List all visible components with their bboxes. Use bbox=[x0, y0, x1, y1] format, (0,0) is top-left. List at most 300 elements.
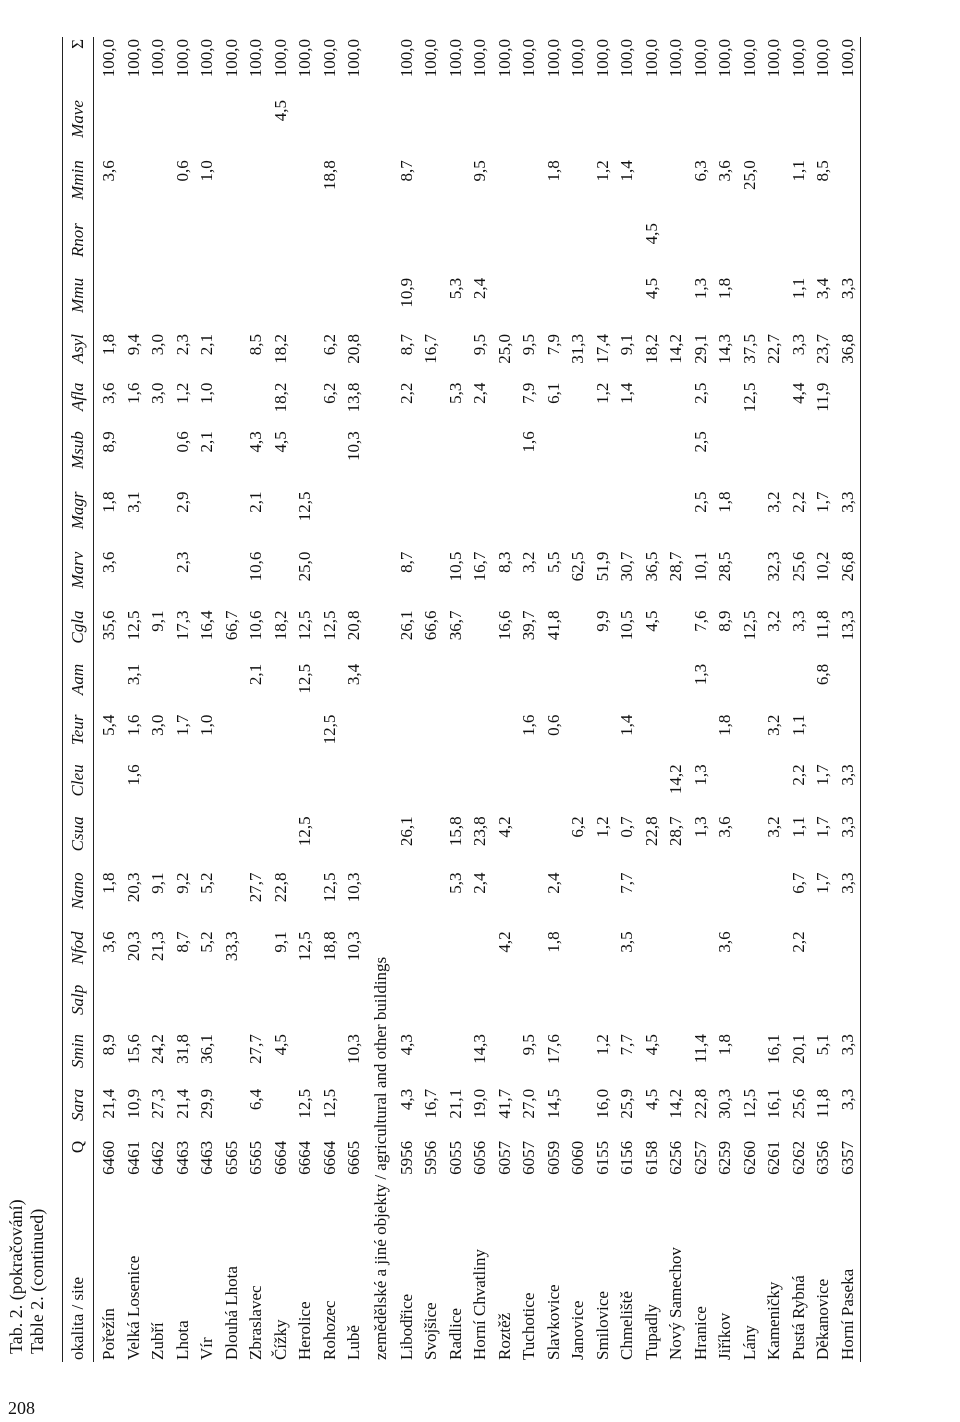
table-row bbox=[493, 37, 518, 1362]
value-cell: 14,3 bbox=[715, 334, 735, 364]
value-cell bbox=[762, 983, 787, 1032]
value-cell: 6057 bbox=[519, 1140, 539, 1175]
column-header: Afla bbox=[68, 382, 87, 411]
site-name-cell: Vír bbox=[197, 1337, 217, 1360]
value-cell bbox=[517, 158, 542, 221]
value-cell bbox=[713, 662, 738, 713]
column-header: Nfod bbox=[68, 931, 87, 965]
value-cell bbox=[318, 762, 343, 814]
value-cell bbox=[269, 713, 294, 763]
value-cell bbox=[640, 429, 665, 489]
value-cell bbox=[220, 276, 245, 332]
value-cell: 14,5 bbox=[543, 1088, 563, 1119]
value-cell: 41,7 bbox=[494, 1088, 514, 1119]
value-cell bbox=[811, 429, 836, 489]
value-cell: 3,2 bbox=[764, 816, 784, 838]
value-cell: 31,8 bbox=[172, 1034, 192, 1064]
value-cell: 16,7 bbox=[421, 334, 441, 364]
table-row bbox=[542, 37, 567, 1362]
value-cell bbox=[517, 276, 542, 332]
value-cell bbox=[419, 662, 444, 713]
value-cell bbox=[762, 158, 787, 221]
value-cell bbox=[342, 814, 367, 870]
value-cell: 100,0 bbox=[148, 39, 168, 78]
table-row bbox=[342, 37, 367, 1362]
value-cell: 100,0 bbox=[617, 39, 637, 78]
value-cell: 25,9 bbox=[617, 1088, 637, 1119]
value-cell: 18,2 bbox=[270, 334, 290, 364]
value-cell bbox=[94, 221, 122, 276]
value-cell bbox=[591, 98, 616, 158]
value-cell bbox=[146, 221, 171, 276]
value-cell bbox=[640, 713, 665, 763]
value-cell bbox=[244, 983, 269, 1032]
value-cell: 100,0 bbox=[764, 39, 784, 78]
value-cell: 3,3 bbox=[837, 1034, 857, 1056]
value-cell: 20,8 bbox=[344, 334, 364, 364]
value-cell bbox=[713, 983, 738, 1032]
value-cell bbox=[836, 929, 861, 982]
value-cell bbox=[395, 983, 420, 1032]
value-cell: 4,2 bbox=[494, 816, 514, 838]
value-cell bbox=[591, 662, 616, 713]
column-header: Cleu bbox=[68, 764, 87, 797]
value-cell: 22,8 bbox=[270, 872, 290, 903]
value-cell bbox=[94, 276, 122, 332]
value-cell bbox=[517, 814, 542, 870]
value-cell bbox=[220, 1087, 245, 1139]
value-cell: 51,9 bbox=[592, 551, 612, 582]
value-cell: 6,7 bbox=[788, 872, 808, 894]
site-name-cell: Čížky bbox=[270, 1319, 290, 1360]
value-cell bbox=[615, 98, 640, 158]
value-cell bbox=[395, 662, 420, 713]
value-cell: 6565 bbox=[246, 1140, 266, 1175]
value-cell: 29,9 bbox=[197, 1088, 217, 1119]
value-cell bbox=[94, 814, 122, 870]
value-cell bbox=[419, 814, 444, 870]
value-cell: 4,3 bbox=[396, 1088, 416, 1111]
table-row bbox=[640, 37, 665, 1362]
value-cell bbox=[244, 929, 269, 982]
value-cell bbox=[195, 98, 220, 158]
site-name-cell: Pustá Rybná bbox=[788, 1275, 808, 1360]
value-cell bbox=[444, 983, 469, 1032]
value-cell bbox=[220, 381, 245, 430]
value-cell bbox=[342, 489, 367, 549]
value-cell: 100,0 bbox=[344, 39, 364, 78]
value-cell bbox=[468, 98, 493, 158]
value-cell: 9,5 bbox=[519, 1034, 539, 1056]
value-cell: 4,3 bbox=[246, 431, 266, 453]
value-cell: 16,0 bbox=[592, 1088, 612, 1119]
value-cell bbox=[171, 814, 196, 870]
value-cell bbox=[591, 713, 616, 763]
value-cell bbox=[468, 713, 493, 763]
value-cell bbox=[318, 221, 343, 276]
value-cell bbox=[591, 489, 616, 549]
value-cell bbox=[640, 158, 665, 221]
value-cell: 9,2 bbox=[172, 872, 192, 894]
value-cell: 4,5 bbox=[270, 1034, 290, 1056]
value-cell: 1,8 bbox=[715, 1034, 735, 1056]
column-header: Mmu bbox=[68, 277, 87, 313]
value-cell bbox=[664, 871, 689, 930]
value-cell bbox=[517, 489, 542, 549]
section-label: zemědělské a jiné objekty / agricultural and other buildings bbox=[370, 956, 390, 1360]
value-cell bbox=[738, 814, 763, 870]
value-cell: 100,0 bbox=[197, 39, 217, 78]
value-cell bbox=[615, 276, 640, 332]
value-cell bbox=[444, 158, 469, 221]
value-cell: 9,5 bbox=[470, 334, 490, 356]
value-cell: 9,1 bbox=[148, 610, 168, 632]
value-cell: 8,5 bbox=[246, 334, 266, 356]
value-cell bbox=[444, 713, 469, 763]
value-cell: 36,5 bbox=[641, 551, 661, 582]
value-cell bbox=[664, 381, 689, 430]
value-cell bbox=[762, 98, 787, 158]
value-cell bbox=[664, 221, 689, 276]
value-cell: 26,1 bbox=[396, 610, 416, 641]
table-row bbox=[269, 37, 294, 1362]
value-cell bbox=[689, 98, 714, 158]
value-cell bbox=[738, 662, 763, 713]
value-cell: 12,5 bbox=[123, 610, 143, 641]
value-cell: 26,8 bbox=[837, 551, 857, 582]
value-cell: 1,1 bbox=[788, 160, 808, 182]
value-cell: 0,7 bbox=[617, 816, 637, 838]
value-cell: 100,0 bbox=[494, 39, 514, 78]
value-cell: 3,2 bbox=[764, 610, 784, 632]
value-cell bbox=[419, 158, 444, 221]
value-cell bbox=[122, 550, 147, 609]
value-cell: 12,5 bbox=[295, 931, 315, 962]
value-cell: 18,2 bbox=[270, 382, 290, 413]
value-cell bbox=[419, 221, 444, 276]
value-cell bbox=[293, 381, 318, 430]
value-cell: 0,6 bbox=[172, 431, 192, 453]
value-cell: 27,7 bbox=[246, 872, 266, 903]
value-cell bbox=[542, 814, 567, 870]
value-cell: 15,6 bbox=[123, 1034, 143, 1064]
value-cell bbox=[713, 762, 738, 814]
site-name-cell: Radlice bbox=[445, 1308, 465, 1360]
value-cell: 2,2 bbox=[788, 764, 808, 786]
value-cell bbox=[444, 332, 469, 381]
page-number: 208 bbox=[8, 1398, 35, 1418]
value-cell: 3,3 bbox=[837, 277, 857, 300]
value-cell: 4,5 bbox=[270, 431, 290, 453]
table-row bbox=[787, 37, 812, 1362]
value-cell: 100,0 bbox=[270, 39, 290, 78]
value-cell bbox=[664, 489, 689, 549]
table-row bbox=[444, 37, 469, 1362]
value-cell: 1,2 bbox=[592, 382, 612, 404]
value-cell: 8,7 bbox=[396, 160, 416, 182]
value-cell bbox=[566, 98, 591, 158]
value-cell bbox=[787, 98, 812, 158]
value-cell bbox=[811, 983, 836, 1032]
value-cell: 100,0 bbox=[568, 39, 588, 78]
value-cell bbox=[615, 662, 640, 713]
value-cell bbox=[542, 98, 567, 158]
value-cell bbox=[566, 429, 591, 489]
value-cell bbox=[94, 662, 122, 713]
value-cell: 25,6 bbox=[788, 551, 808, 582]
value-cell bbox=[689, 983, 714, 1032]
value-cell bbox=[269, 662, 294, 713]
value-cell bbox=[640, 381, 665, 430]
table-row bbox=[122, 37, 147, 1362]
value-cell: 2,1 bbox=[197, 431, 217, 453]
table-row bbox=[171, 37, 196, 1362]
value-cell: 6460 bbox=[99, 1140, 119, 1175]
value-cell bbox=[664, 929, 689, 982]
column-header: Csua bbox=[68, 816, 87, 852]
value-cell bbox=[419, 871, 444, 930]
value-cell bbox=[94, 98, 122, 158]
site-name-cell: Zbraslavec bbox=[246, 1285, 266, 1360]
value-cell: 8,5 bbox=[813, 160, 833, 182]
value-cell bbox=[419, 429, 444, 489]
value-cell: 3,1 bbox=[123, 663, 143, 686]
value-cell bbox=[395, 762, 420, 814]
value-cell: 7,7 bbox=[617, 1034, 637, 1056]
table-row bbox=[395, 37, 420, 1362]
value-cell bbox=[836, 381, 861, 430]
value-cell bbox=[395, 871, 420, 930]
value-cell bbox=[615, 221, 640, 276]
value-cell bbox=[444, 762, 469, 814]
value-cell: 3,6 bbox=[715, 931, 735, 953]
value-cell bbox=[195, 221, 220, 276]
value-cell: 13,8 bbox=[344, 382, 364, 413]
value-cell bbox=[269, 276, 294, 332]
value-cell bbox=[146, 550, 171, 609]
value-cell: 10,5 bbox=[617, 610, 637, 641]
value-cell: 100,0 bbox=[295, 39, 315, 78]
value-cell: 4,5 bbox=[641, 1088, 661, 1111]
value-cell bbox=[244, 158, 269, 221]
value-cell bbox=[615, 762, 640, 814]
value-cell: 2,9 bbox=[172, 491, 192, 513]
site-name-cell: Rohozec bbox=[319, 1300, 339, 1360]
value-cell: 11,8 bbox=[813, 1088, 833, 1118]
value-cell: 3,6 bbox=[715, 160, 735, 182]
value-cell: 4,5 bbox=[641, 223, 661, 245]
column-header: Aam bbox=[68, 663, 87, 696]
value-cell bbox=[836, 221, 861, 276]
value-cell bbox=[269, 489, 294, 549]
value-cell: 2,2 bbox=[396, 382, 416, 404]
value-cell bbox=[220, 158, 245, 221]
value-cell: 6664 bbox=[270, 1140, 290, 1175]
value-cell: 6059 bbox=[543, 1140, 563, 1175]
value-cell: 6,1 bbox=[543, 382, 563, 404]
value-cell bbox=[468, 662, 493, 713]
value-cell bbox=[640, 98, 665, 158]
value-cell bbox=[591, 429, 616, 489]
value-cell bbox=[171, 98, 196, 158]
value-cell bbox=[146, 814, 171, 870]
value-cell bbox=[342, 98, 367, 158]
value-cell bbox=[517, 983, 542, 1032]
value-cell bbox=[419, 489, 444, 549]
column-header: Mave bbox=[68, 100, 87, 138]
value-cell: 4,5 bbox=[641, 610, 661, 632]
value-cell: 14,2 bbox=[666, 1088, 686, 1119]
value-cell bbox=[762, 429, 787, 489]
value-cell: 20,3 bbox=[123, 872, 143, 903]
value-cell bbox=[566, 1032, 591, 1087]
table-row bbox=[419, 37, 444, 1362]
value-cell bbox=[542, 762, 567, 814]
value-cell bbox=[493, 713, 518, 763]
value-cell: 30,3 bbox=[715, 1088, 735, 1119]
value-cell bbox=[444, 221, 469, 276]
value-cell: 3,2 bbox=[764, 714, 784, 736]
value-cell bbox=[689, 929, 714, 982]
value-cell bbox=[318, 662, 343, 713]
value-cell: 8,7 bbox=[396, 551, 416, 573]
value-cell: 28,7 bbox=[666, 816, 686, 847]
site-name-cell: Smilovice bbox=[592, 1291, 612, 1360]
value-cell: 23,7 bbox=[813, 334, 833, 364]
column-header: okalita / site bbox=[68, 1276, 87, 1360]
value-cell: 5,1 bbox=[813, 1034, 833, 1056]
value-cell bbox=[419, 713, 444, 763]
value-cell bbox=[517, 762, 542, 814]
value-cell bbox=[146, 158, 171, 221]
table-row bbox=[664, 37, 689, 1362]
value-cell: 6664 bbox=[295, 1140, 315, 1175]
value-cell bbox=[664, 276, 689, 332]
value-cell bbox=[220, 332, 245, 381]
value-cell bbox=[122, 221, 147, 276]
table-row bbox=[713, 37, 738, 1362]
value-cell: 2,5 bbox=[690, 382, 710, 404]
value-cell bbox=[468, 929, 493, 982]
value-cell: 25,0 bbox=[295, 551, 315, 582]
value-cell: 5,2 bbox=[197, 931, 217, 953]
value-cell: 6664 bbox=[319, 1140, 339, 1175]
value-cell bbox=[220, 871, 245, 930]
value-cell: 6156 bbox=[617, 1140, 637, 1175]
site-name-cell: Svojšice bbox=[421, 1302, 441, 1360]
value-cell: 32,3 bbox=[764, 551, 784, 582]
site-name-cell: Roztěž bbox=[494, 1312, 514, 1360]
value-cell: 10,6 bbox=[246, 610, 266, 641]
value-cell bbox=[220, 1032, 245, 1087]
value-cell bbox=[738, 221, 763, 276]
value-cell: 1,8 bbox=[715, 277, 735, 300]
value-cell bbox=[517, 662, 542, 713]
value-cell: 28,7 bbox=[666, 551, 686, 582]
value-cell bbox=[615, 489, 640, 549]
value-cell: 21,3 bbox=[148, 931, 168, 962]
value-cell: 6259 bbox=[715, 1140, 735, 1175]
value-cell: 1,1 bbox=[788, 714, 808, 736]
value-cell: 17,3 bbox=[172, 610, 192, 641]
value-cell bbox=[171, 762, 196, 814]
value-cell bbox=[542, 429, 567, 489]
site-name-cell: Horní Chvatliny bbox=[470, 1249, 490, 1360]
value-cell: 6055 bbox=[445, 1140, 465, 1175]
value-cell: 3,3 bbox=[837, 491, 857, 513]
site-name-cell: Janovice bbox=[568, 1300, 588, 1360]
value-cell: 100,0 bbox=[592, 39, 612, 78]
value-cell: 10,3 bbox=[344, 1034, 364, 1064]
value-cell bbox=[468, 609, 493, 662]
site-name-cell: Libodřice bbox=[396, 1293, 416, 1360]
value-cell: 1,0 bbox=[197, 160, 217, 182]
value-cell bbox=[269, 158, 294, 221]
value-cell: 3,6 bbox=[715, 816, 735, 838]
table-row bbox=[738, 37, 763, 1362]
value-cell: 26,1 bbox=[396, 816, 416, 847]
value-cell bbox=[566, 221, 591, 276]
value-cell bbox=[342, 276, 367, 332]
value-cell bbox=[787, 221, 812, 276]
site-name-cell: Pořežín bbox=[99, 1308, 119, 1360]
value-cell: 6260 bbox=[739, 1140, 759, 1175]
value-cell: 33,3 bbox=[221, 931, 241, 962]
value-cell bbox=[493, 1032, 518, 1087]
value-cell bbox=[566, 662, 591, 713]
value-cell: 1,6 bbox=[519, 714, 539, 736]
value-cell bbox=[195, 762, 220, 814]
value-cell bbox=[342, 158, 367, 221]
value-cell: 100,0 bbox=[172, 39, 192, 78]
value-cell bbox=[493, 489, 518, 549]
table-row bbox=[836, 37, 861, 1362]
value-cell bbox=[444, 1032, 469, 1087]
value-cell: 8,9 bbox=[99, 431, 119, 453]
value-cell bbox=[395, 489, 420, 549]
value-cell bbox=[738, 929, 763, 982]
value-cell: 20,3 bbox=[123, 931, 143, 962]
value-cell: 6,3 bbox=[690, 160, 710, 182]
value-cell: 12,5 bbox=[739, 382, 759, 413]
value-cell: 25,0 bbox=[739, 160, 759, 190]
value-cell: 1,6 bbox=[123, 714, 143, 736]
site-name-cell: Hranice bbox=[690, 1306, 710, 1360]
value-cell: 3,6 bbox=[99, 382, 119, 404]
value-cell: 100,0 bbox=[470, 39, 490, 78]
column-header: Rnor bbox=[68, 223, 87, 258]
value-cell: 15,8 bbox=[445, 816, 465, 847]
value-cell: 20,8 bbox=[344, 610, 364, 641]
value-cell bbox=[787, 983, 812, 1032]
value-cell bbox=[318, 276, 343, 332]
value-cell: 100,0 bbox=[445, 39, 465, 78]
value-cell: 6,4 bbox=[246, 1088, 266, 1111]
value-cell: 1,1 bbox=[788, 277, 808, 300]
value-cell: 100,0 bbox=[99, 39, 119, 78]
value-cell bbox=[689, 221, 714, 276]
value-cell bbox=[293, 1032, 318, 1087]
value-cell bbox=[664, 1032, 689, 1087]
value-cell bbox=[762, 762, 787, 814]
value-cell bbox=[738, 713, 763, 763]
value-cell: 5,3 bbox=[445, 277, 465, 300]
value-cell: 100,0 bbox=[221, 39, 241, 78]
value-cell bbox=[811, 929, 836, 982]
value-cell: 1,8 bbox=[99, 491, 119, 513]
value-cell: 8,3 bbox=[494, 551, 514, 573]
value-cell bbox=[836, 158, 861, 221]
